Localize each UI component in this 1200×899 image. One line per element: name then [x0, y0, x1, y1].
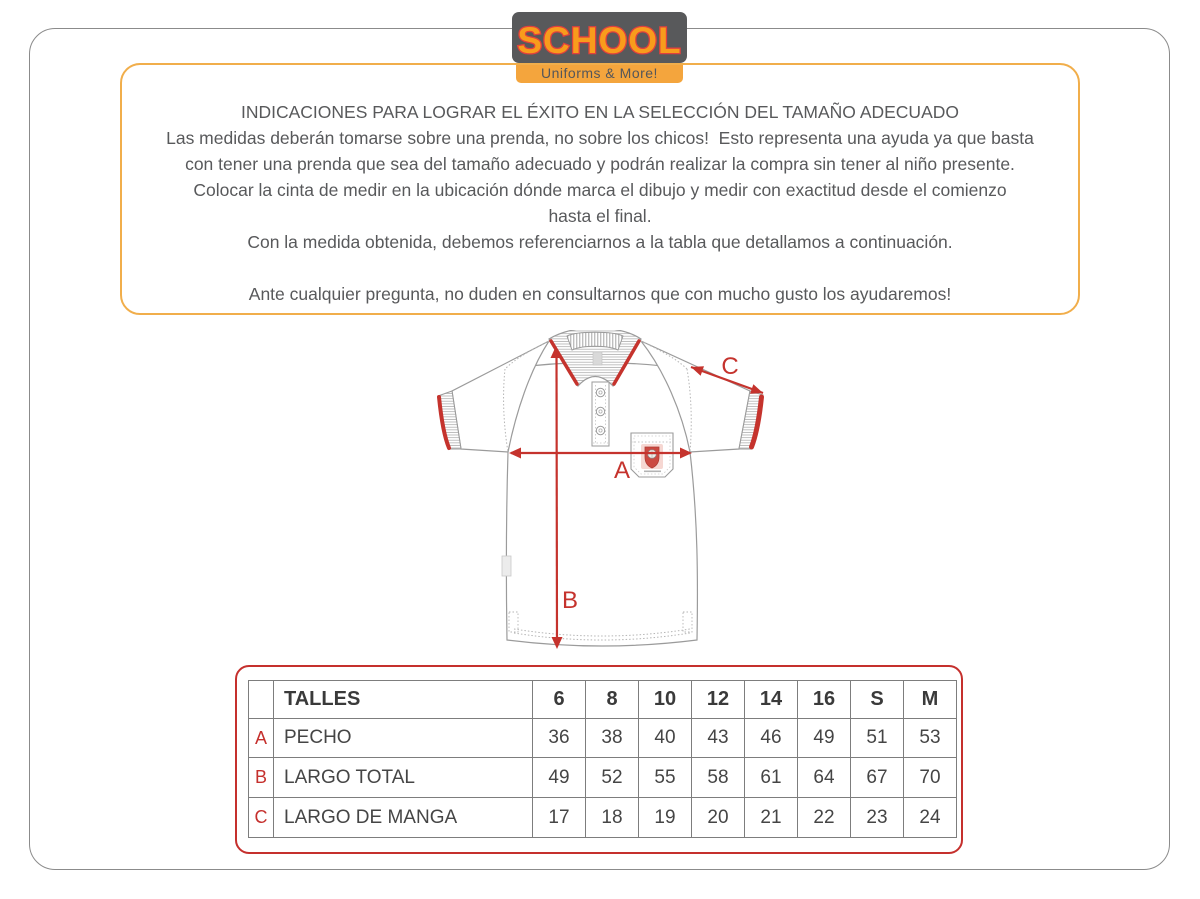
table-cell: 51	[851, 719, 904, 758]
instructions-line: Con la medida obtenida, debemos referenciarnos a la tabla que detallamos a continuación.	[247, 232, 953, 252]
neck-label	[593, 352, 602, 365]
side-tag	[502, 556, 511, 576]
table-cell: 61	[745, 758, 798, 798]
table-cell: 21	[745, 798, 798, 838]
header-size: 14	[745, 681, 798, 719]
instructions-title: INDICACIONES PARA LOGRAR EL ÉXITO EN LA SELECCIÓN DEL TAMAÑO ADECUADO	[240, 102, 959, 122]
table-cell: 23	[851, 798, 904, 838]
button-placket	[592, 382, 609, 446]
instructions-box	[120, 63, 1080, 315]
table-cell: 38	[586, 719, 639, 758]
header-size: 8	[586, 681, 639, 719]
row-letter: C	[249, 798, 274, 838]
table-cell: 64	[798, 758, 851, 798]
logo-title: SCHOOL	[517, 20, 682, 61]
row-label: LARGO TOTAL	[274, 758, 533, 798]
table-cell: 22	[798, 798, 851, 838]
instructions-line: Las medidas deberán tomarse sobre una prenda, no sobre los chicos! Esto representa una ayuda ya que basta	[166, 128, 1034, 148]
table-cell: 24	[904, 798, 957, 838]
buttons	[596, 388, 604, 434]
table-cell: 36	[533, 719, 586, 758]
instructions-spacer	[122, 255, 1078, 281]
label-a: A	[613, 457, 631, 484]
table-cell: 49	[798, 719, 851, 758]
header-size: M	[904, 681, 957, 719]
header-size: 16	[798, 681, 851, 719]
table-cell: 67	[851, 758, 904, 798]
school-crest	[641, 444, 663, 472]
row-letter: A	[249, 719, 274, 758]
header-talles: TALLES	[274, 681, 533, 719]
table-row-pecho	[249, 719, 957, 758]
table-cell: 20	[692, 798, 745, 838]
size-table	[248, 680, 957, 838]
row-letter: B	[249, 758, 274, 798]
header-size: 6	[533, 681, 586, 719]
header-empty-cell	[249, 681, 274, 719]
header-size: 10	[639, 681, 692, 719]
table-cell: 55	[639, 758, 692, 798]
polo-shirt-diagram	[425, 330, 785, 665]
label-b: B	[562, 587, 579, 614]
table-cell: 52	[586, 758, 639, 798]
row-label: LARGO DE MANGA	[274, 798, 533, 838]
label-c: C	[721, 353, 739, 380]
table-cell: 49	[533, 758, 586, 798]
school-logo	[512, 12, 687, 63]
table-cell: 53	[904, 719, 957, 758]
header-size: 12	[692, 681, 745, 719]
instructions-line: con tener una prenda que sea del tamaño adecuado y podrán realizar la compra sin tener al niño presente.	[185, 154, 1015, 174]
table-row-largo-de-manga	[249, 798, 957, 838]
table-header-row	[249, 681, 957, 719]
instructions-line: Ante cualquier pregunta, no duden en consultarnos que con mucho gusto los ayudaremos!	[248, 284, 952, 304]
table-cell: 19	[639, 798, 692, 838]
table-row-largo-total	[249, 758, 957, 798]
table-cell: 43	[692, 719, 745, 758]
table-cell: 70	[904, 758, 957, 798]
table-cell: 58	[692, 758, 745, 798]
logo-subtitle: Uniforms & More!	[541, 65, 658, 81]
table-cell: 40	[639, 719, 692, 758]
header-size: S	[851, 681, 904, 719]
table-cell: 17	[533, 798, 586, 838]
chest-pocket	[631, 433, 673, 477]
instructions-line: hasta el final.	[548, 206, 652, 226]
instructions-line: Colocar la cinta de medir en la ubicación dónde marca el dibujo y medir con exactitud desde el comienzo	[193, 180, 1007, 200]
table-cell: 46	[745, 719, 798, 758]
row-label: PECHO	[274, 719, 533, 758]
school-logo-text-svg	[512, 12, 687, 63]
table-cell: 18	[586, 798, 639, 838]
